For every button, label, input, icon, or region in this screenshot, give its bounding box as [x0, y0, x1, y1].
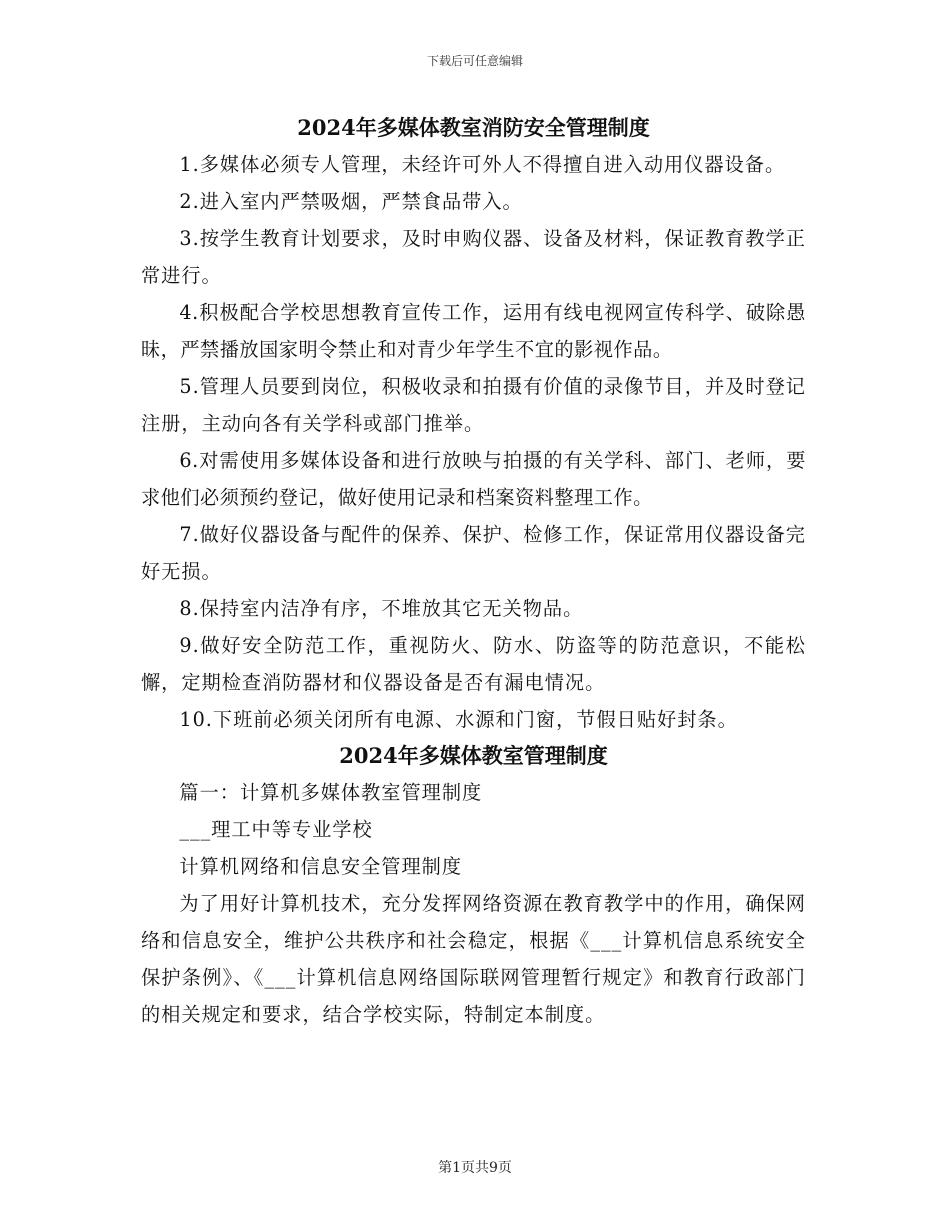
rule-item-10: 10.下班前必须关闭所有电源、水源和门窗，节假日贴好封条。	[179, 708, 738, 731]
page-header-note: 下载后可任意编辑	[426, 54, 523, 68]
rule-item-4: 4.积极配合学校思想教育宣传工作，运用有线电视网宣传科学、破除愚昧，严禁播放国家明令禁止和对青少年学生不宜的影视作品。	[141, 301, 806, 361]
rule-item-5: 5.管理人员要到岗位，积极收录和拍摄有价值的录像节目，并及时登记注册，主动向各有关学科或部门推举。	[141, 375, 806, 435]
document-title-2: 2024年多媒体教室管理制度	[339, 743, 608, 768]
page-number: 第1页共9页	[438, 1160, 512, 1176]
rule-item-6: 6.对需使用多媒体设备和进行放映与拍摄的有关学科、部门、老师，要求他们必须预约登记，做好使用记录和档案资料整理工作。	[141, 449, 806, 509]
rule-item-9: 9.做好安全防范工作，重视防火、防水、防盗等的防范意识，不能松懈，定期检查消防器材和仪器设备是否有漏电情况。	[141, 634, 806, 694]
rule-item-3: 3.按学生教育计划要求，及时申购仪器、设备及材料，保证教育教学正常进行。	[141, 227, 806, 287]
document-title-1: 2024年多媒体教室消防安全管理制度	[297, 115, 650, 140]
document-body	[141, 110, 806, 1033]
school-name: ___理工中等专业学校	[179, 818, 373, 841]
rule-item-8: 8.保持室内洁净有序，不堆放其它无关物品。	[179, 597, 584, 620]
rule-item-1: 1.多媒体必须专人管理，未经许可外人不得擅自进入动用仪器设备。	[179, 153, 786, 176]
rule-item-7: 7.做好仪器设备与配件的保养、保护、检修工作，保证常用仪器设备完好无损。	[141, 523, 806, 583]
policy-name: 计算机网络和信息安全管理制度	[179, 855, 463, 878]
rule-item-2: 2.进入室内严禁吸烟，严禁食品带入。	[179, 190, 523, 213]
chapter-heading: 篇一：计算机多媒体教室管理制度	[179, 781, 483, 804]
policy-intro: 为了用好计算机技术，充分发挥网络资源在教育教学中的作用，确保网络和信息安全，维护公共秩序和社会稳定，根据《___计算机信息系统安全保护条例》、《___计算机信息网络国际联网管理暂行规定》和教育行政部门的相关规定和要求，结合学校实际，特制定本制度。	[141, 892, 806, 1026]
